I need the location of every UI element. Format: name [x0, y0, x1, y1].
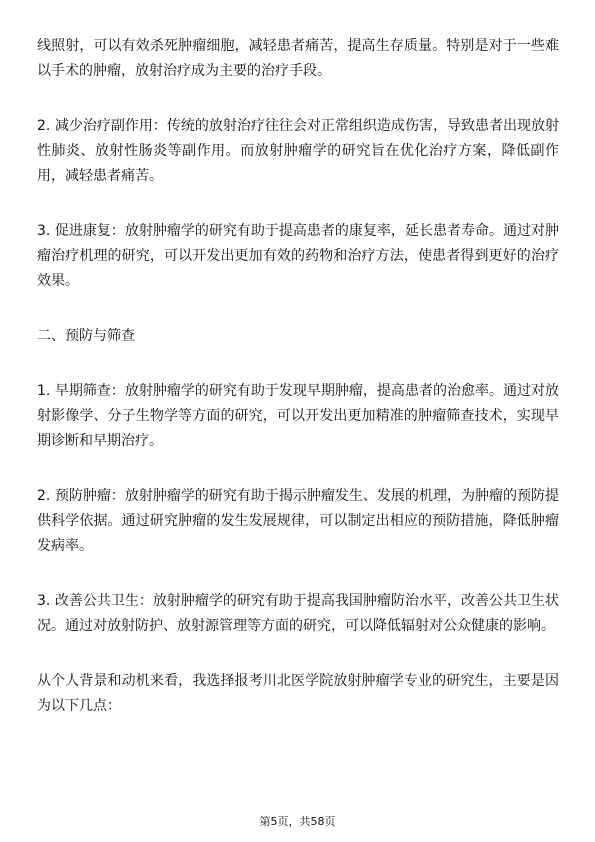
paragraph-continued: 线照射，可以有效杀死肿瘤细胞，减轻患者痛苦，提高生存质量。特别是对于一些难以手术的肿瘤，放射治疗成为主要的治疗手段。 — [37, 38, 559, 79]
document-body — [37, 34, 559, 749]
paragraph-public-health: 3. 改善公共卫生：放射肿瘤学的研究有助于提高我国肿瘤防治水平，改善公共卫生状况。通过对放射防护、放射源管理等方面的研究，可以降低辐射对公众健康的影响。 — [37, 593, 559, 634]
paragraph-reduce-side-effects: 2. 减少治疗副作用：传统的放射治疗往往会对正常组织造成伤害，导致患者出现放射性肺炎、放射性肠炎等副作用。而放射肿瘤学的研究旨在优化治疗方案，降低副作用，减轻患者痛苦。 — [37, 118, 559, 184]
paragraph-promote-recovery: 3. 促进康复：放射肿瘤学的研究有助于提高患者的康复率，延长患者寿命。通过对肿瘤治疗机理的研究，可以开发出更加有效的药物和治疗方法，使患者得到更好的治疗效果。 — [37, 223, 559, 289]
paragraph-early-screening: 1. 早期筛查：放射肿瘤学的研究有助于发现早期肿瘤，提高患者的治愈率。通过对放射影像学、分子生物学等方面的研究，可以开发出更加精准的肿瘤筛查技术，实现早期诊断和早期治疗。 — [37, 383, 559, 449]
section-heading-prevention-screening: 二、预防与筛查 — [37, 328, 135, 344]
paragraph-personal-background: 从个人背景和动机来看，我选择报考川北医学院放射肿瘤学专业的研究生，主要是因为以下几点： — [37, 673, 559, 714]
paragraph-prevent-tumor: 2. 预防肿瘤：放射肿瘤学的研究有助于揭示肿瘤发生、发展的机理，为肿瘤的预防提供科学依据。通过研究肿瘤的发生发展规律，可以制定出相应的预防措施，降低肿瘤发病率。 — [37, 488, 559, 554]
page-number: 第5页，共58页 — [259, 815, 336, 828]
